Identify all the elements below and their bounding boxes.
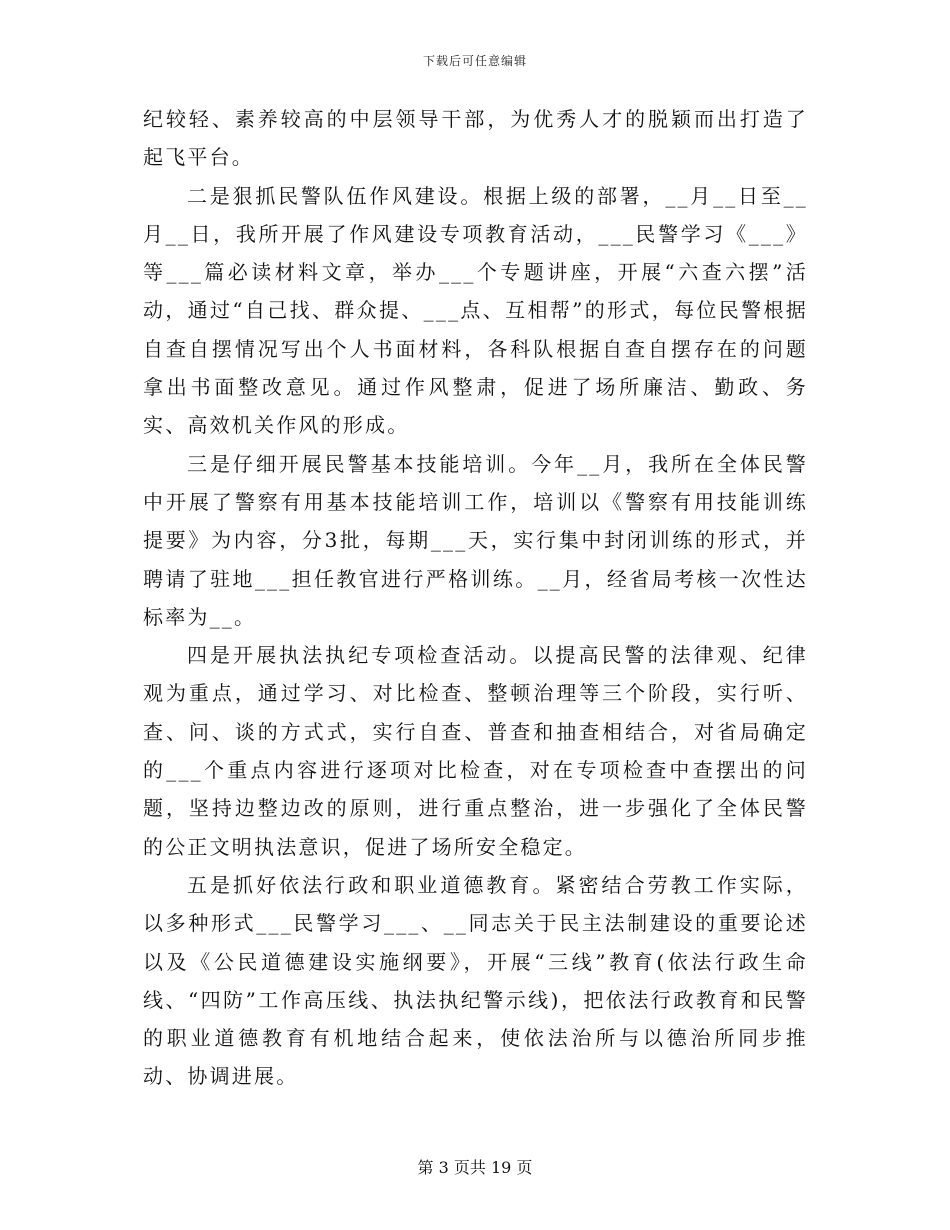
paragraph-law-enforcement-check: 四是开展执法执纪专项检查活动。以提高民警的法律观、纪律观为重点，通过学习、对比检查、整顿治理等三个阶段，实行听、查、问、谈的方式式，实行自查、普查和抽查相结合，对省局确定的___个重点内容进行逐项对比检查，对在专项检查中查摆出的问题，坚持边整边改的原则，进行重点整治，进一步强化了全体民警的公正文明执法意识，促进了场所安全稳定。 (143, 643, 808, 859)
page-number: 第 3 页共 19 页 (417, 1158, 533, 1177)
paragraph-continuation: 纪较轻、素养较高的中层领导干部，为优秀人才的脱颖而出打造了起飞平台。 (143, 107, 808, 170)
paragraph-skills-training: 三是仔细开展民警基本技能培训。今年__月，我所在全体民警中开展了警察有用基本技能培训工作，培训以《警察有用技能训练提要》为内容，分3批，每期___天，实行集中封闭训练的形式，并聘请了驻地___担任教官进行严格训练。__月，经省局考核一次性达标率为__。 (143, 451, 808, 629)
paragraph-work-style: 二是狠抓民警队伍作风建设。根据上级的部署，__月__日至__月__日，我所开展了作风建设专项教育活动，___民警学习《___》等___篇必读材料文章，举办___个专题讲座，开展“六查六摆”活动，通过“自己找、群众提、___点、互相帮”的形式，每位民警根据自查自摆情况写出个人书面材料，各科队根据自查自摆存在的问题拿出书面整改意见。通过作风整肃，促进了场所廉洁、勤政、务实、高效机关作风的形成。 (143, 183, 808, 438)
paragraph-ethics-education: 五是抓好依法行政和职业道德教育。紧密结合劳教工作实际，以多种形式___民警学习___、__同志关于民主法制建设的重要论述以及《公民道德建设实施纲要》，开展“三线”教育(依法行政生命线、“四防”工作高压线、执法执纪警示线)，把依法行政教育和民警的职业道德教育有机地结合起来，使依法治所与以德治所同步推动、协调进展。 (143, 872, 808, 1089)
document-body (143, 100, 808, 1096)
page-header: 下载后可任意编辑 (422, 54, 527, 68)
